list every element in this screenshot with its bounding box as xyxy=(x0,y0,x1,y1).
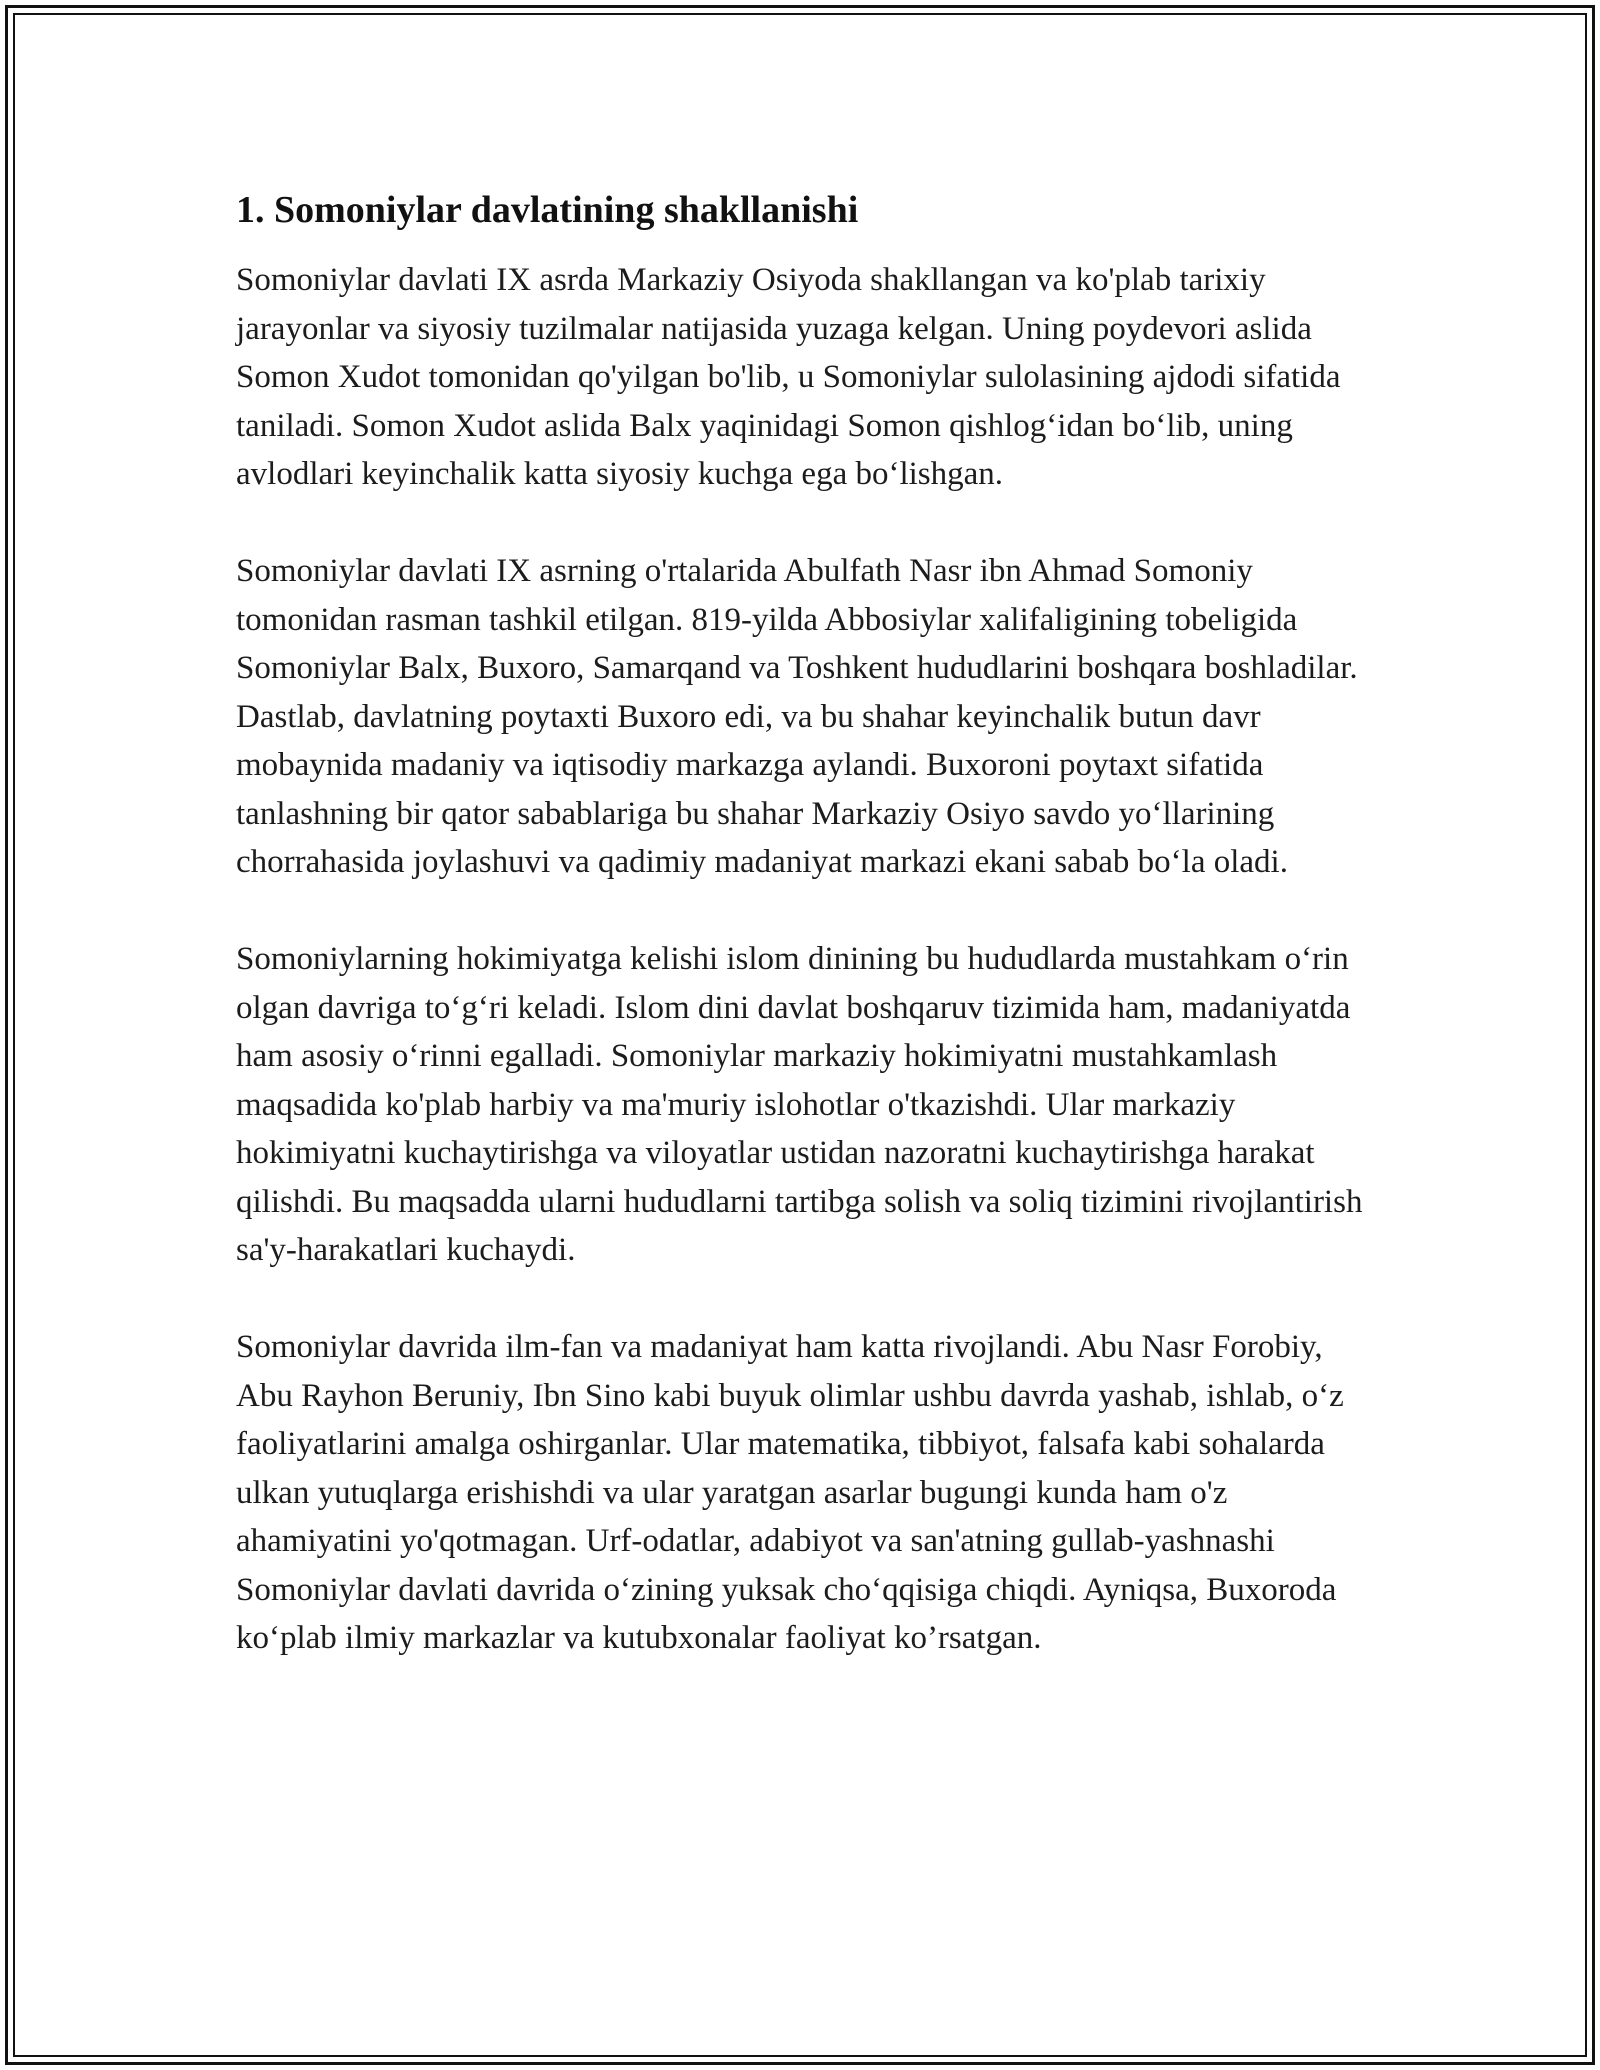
document-content xyxy=(236,186,1364,1663)
paragraph-1: Somoniylar davlati IX asrda Markaziy Osiyoda shakllangan va ko'plab tarixiy jarayonlar va siyosiy tuzilmalar natijasida yuzaga kelgan. Uning poydevori aslida Somon Xudot tomonidan qo'yilgan bo'lib, u Somoniylar sulolasining ajdodi sifatida taniladi. Somon Xudot aslida Balx yaqinidagi Somon qishlog‘idan bo‘lib, uning avlodlari keyinchalik katta siyosiy kuchga ega bo‘lishgan. xyxy=(236,262,1341,492)
section-heading: 1. Somoniylar davlatining shakllanishi xyxy=(236,189,859,231)
paragraph-4: Somoniylar davrida ilm-fan va madaniyat ham katta rivojlandi. Abu Nasr Forobiy, Abu Rayhon Beruniy, Ibn Sino kabi buyuk olimlar ushbu davrda yashab, ishlab, o‘z faoliyatlarini amalga oshirganlar. Ular matematika, tibbiyot, falsafa kabi sohalarda ulkan yutuqlarga erishishdi va ular yaratgan asarlar bugungi kunda ham o'z ahamiyatini yo'qotmagan. Urf-odatlar, adabiyot va san'atning gullab-yashnashi Somoniylar davlati davrida o‘zining yuksak cho‘qqisiga chiqdi. Ayniqsa, Buxoroda ko‘plab ilmiy markazlar va kutubxonalar faoliyat ko’rsatgan. xyxy=(236,1329,1344,1656)
paragraph-2: Somoniylar davlati IX asrning o'rtalarida Abulfath Nasr ibn Ahmad Somoniy tomonidan rasman tashkil etilgan. 819-yilda Abbosiylar xalifaligining tobeligida Somoniylar Balx, Buxoro, Samarqand va Toshkent hududlarini boshqara boshladilar. Dastlab, davlatning poytaxti Buxoro edi, va bu shahar keyinchalik butun davr mobaynida madaniy va iqtisodiy markazga aylandi. Buxoroni poytaxt sifatida tanlashning bir qator sabablariga bu shahar Markaziy Osiyo savdo yo‘llarining chorrahasida joylashuvi va qadimiy madaniyat markazi ekani sabab bo‘la oladi. xyxy=(236,553,1358,880)
paragraph-3: Somoniylarning hokimiyatga kelishi islom dinining bu hududlarda mustahkam o‘rin olgan davriga to‘g‘ri keladi. Islom dini davlat boshqaruv tizimida ham, madaniyatda ham asosiy o‘rinni egalladi. Somoniylar markaziy hokimiyatni mustahkamlash maqsadida ko'plab harbiy va ma'muriy islohotlar o'tkazishdi. Ular markaziy hokimiyatni kuchaytirishga va viloyatlar ustidan nazoratni kuchaytirishga harakat qilishdi. Bu maqsadda ularni hududlarni tartibga solish va soliq tizimini rivojlantirish sa'y-harakatlari kuchaydi. xyxy=(236,941,1363,1268)
